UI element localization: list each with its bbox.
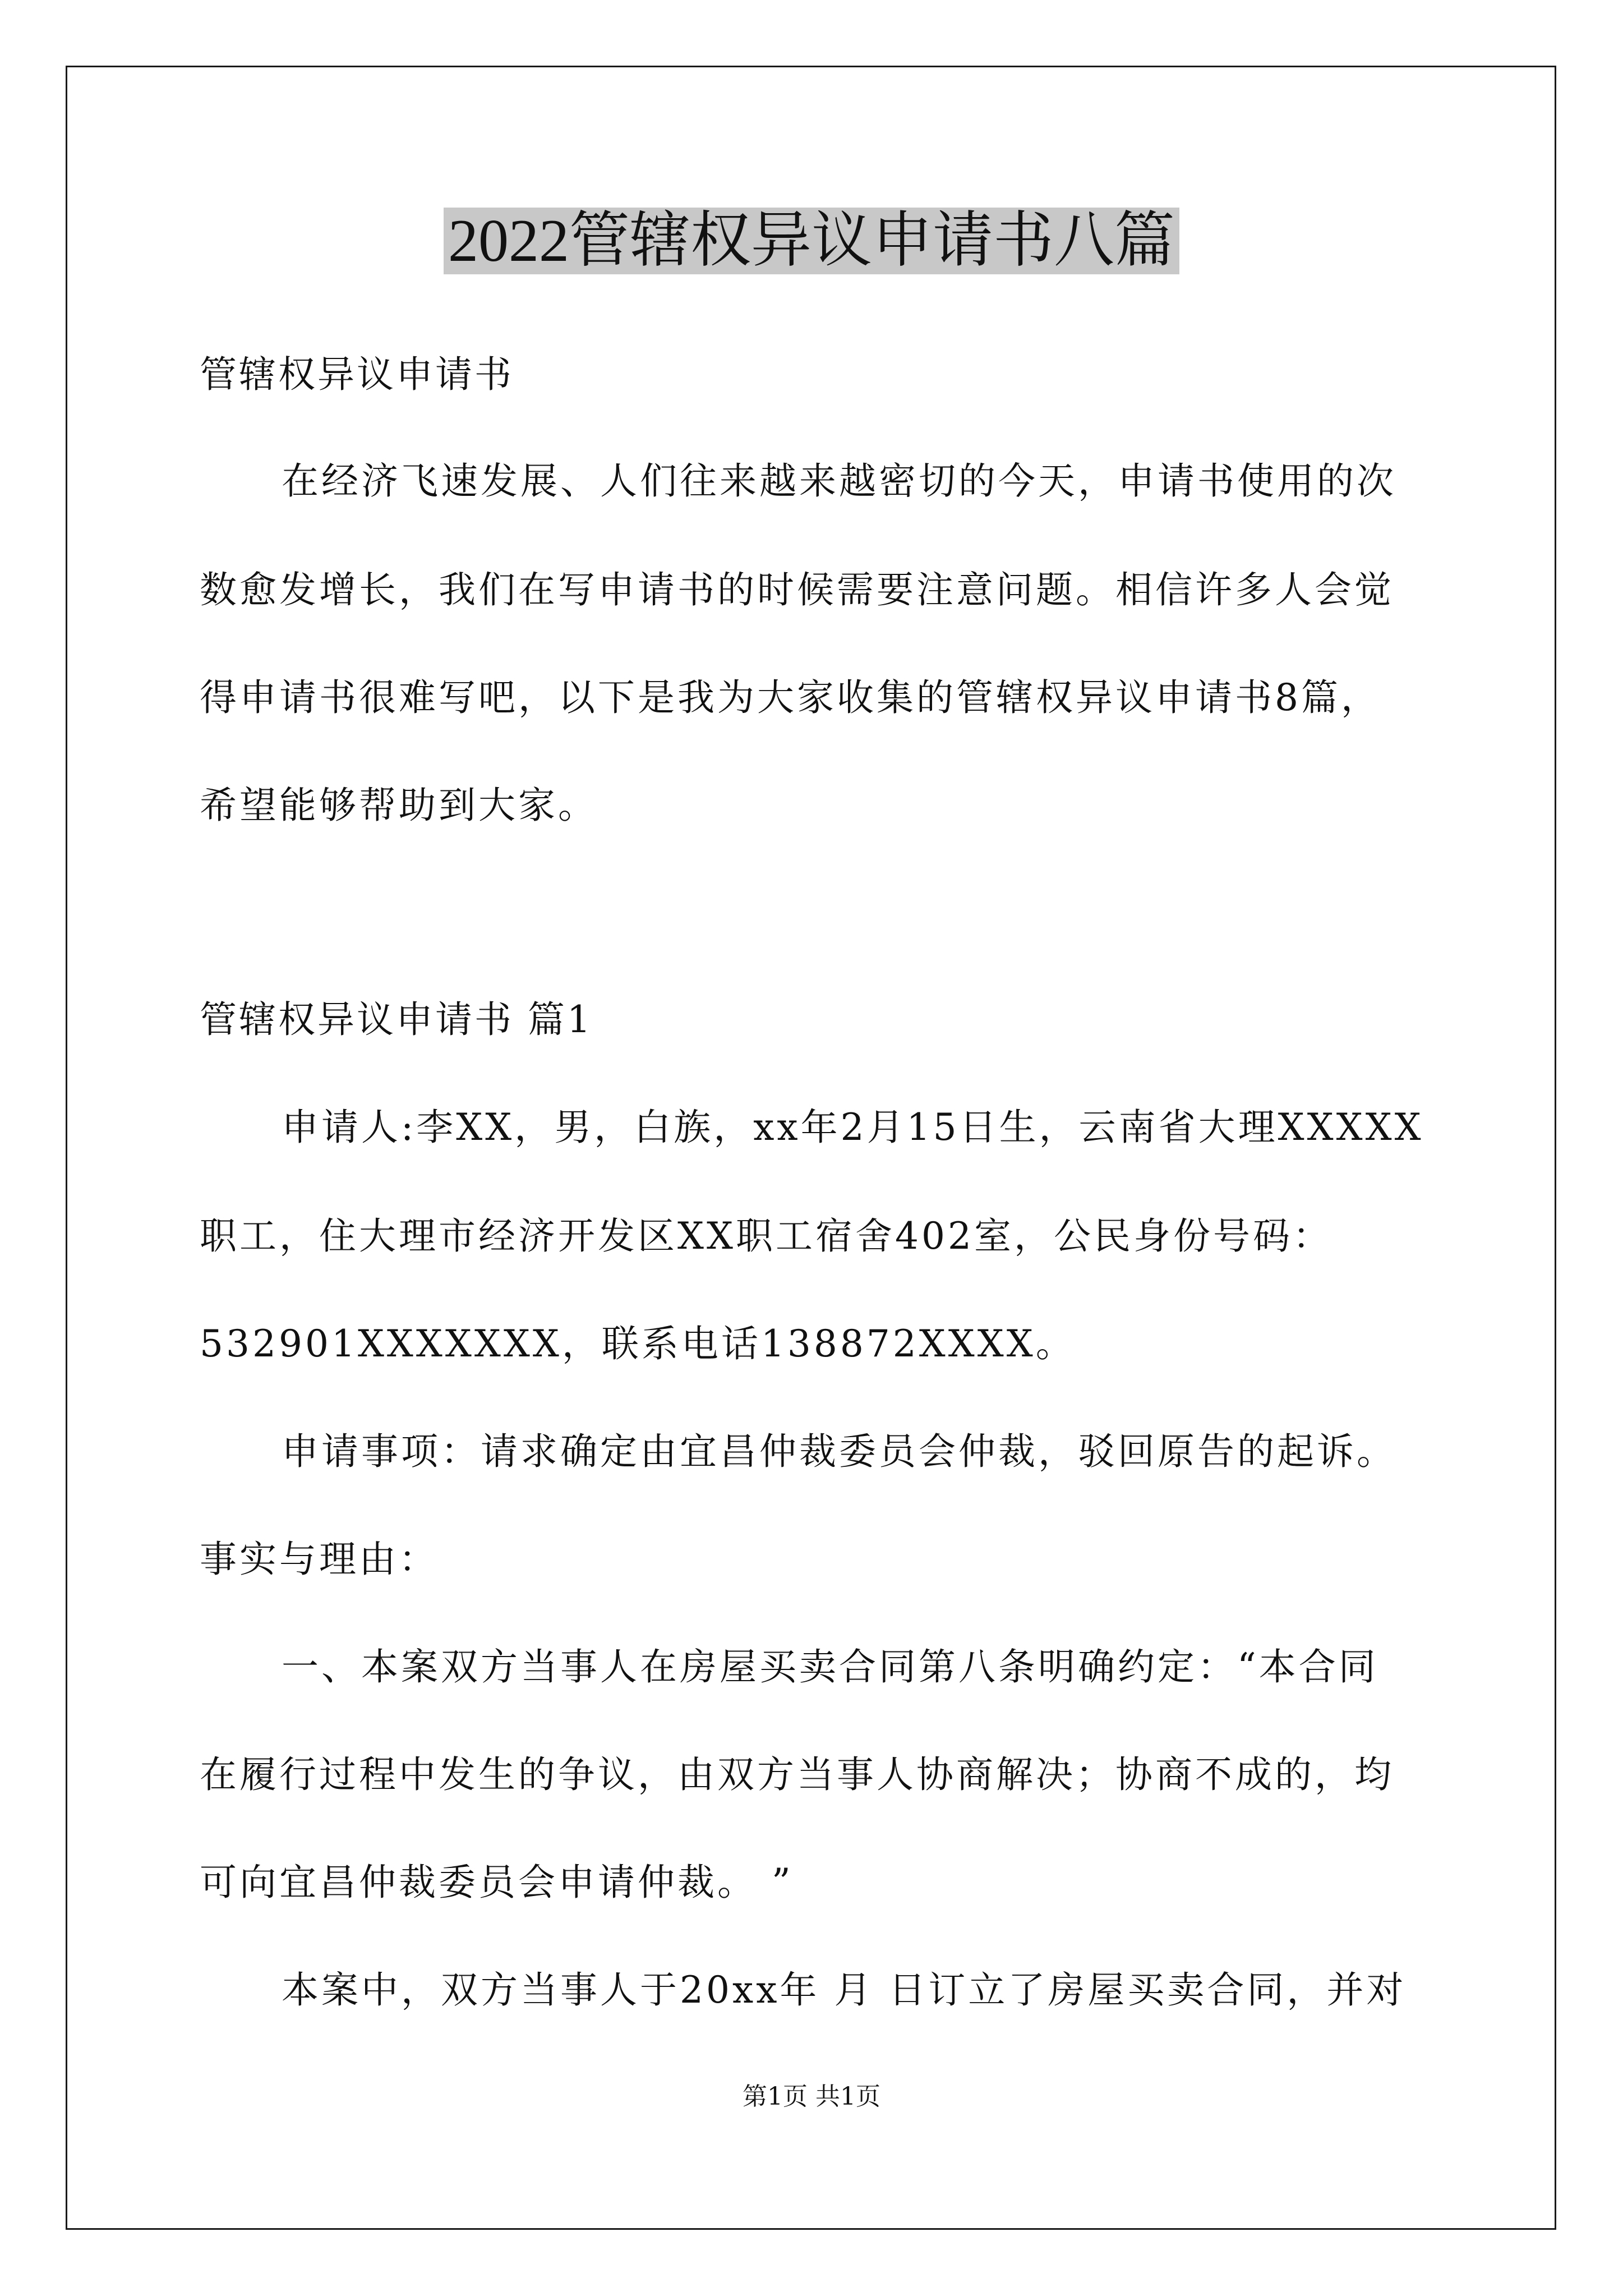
document-title	[0, 202, 1623, 280]
document-title-text: 2022管辖权异议申请书八篇	[444, 208, 1179, 274]
intro-heading: 管辖权异议申请书	[200, 353, 514, 396]
point-one-line-1: 一、本案双方当事人在房屋买卖合同第八条明确约定：“本合同	[282, 1645, 1378, 1688]
request-line: 申请事项：请求确定由宜昌仲裁委员会仲裁，驳回原告的起诉。	[282, 1430, 1396, 1473]
section-heading: 管辖权异议申请书 篇1	[200, 998, 593, 1041]
facts-heading: 事实与理由：	[200, 1538, 439, 1581]
applicant-line-1: 申请人:李XX，男，白族，xx年2月15日生，云南省大理XXXXX	[282, 1106, 1424, 1149]
page-footer: 第1页 共1页	[743, 2082, 880, 2111]
intro-line-3: 得申请书很难写吧，以下是我为大家收集的管辖权异议申请书8篇，	[200, 676, 1381, 719]
case-line: 本案中，双方当事人于20xx年 月 日订立了房屋买卖合同，并对	[282, 1968, 1407, 2012]
applicant-line-3: 532901XXXXXXX，联系电话138872XXXX。	[200, 1322, 1076, 1365]
point-one-line-2: 在履行过程中发生的争议，由双方当事人协商解决；协商不成的，均	[200, 1753, 1394, 1796]
point-one-line-3: 可向宜昌仲裁委员会申请仲裁。 ”	[200, 1861, 794, 1904]
applicant-line-2: 职工，住大理市经济开发区XX职工宿舍402室，公民身份号码：	[200, 1214, 1332, 1258]
intro-line-1: 在经济飞速发展、人们往来越来越密切的今天，申请书使用的次	[282, 459, 1396, 503]
intro-line-4: 希望能够帮助到大家。	[200, 784, 598, 827]
intro-line-2: 数愈发增长，我们在写申请书的时候需要注意问题。相信许多人会觉	[200, 568, 1394, 611]
